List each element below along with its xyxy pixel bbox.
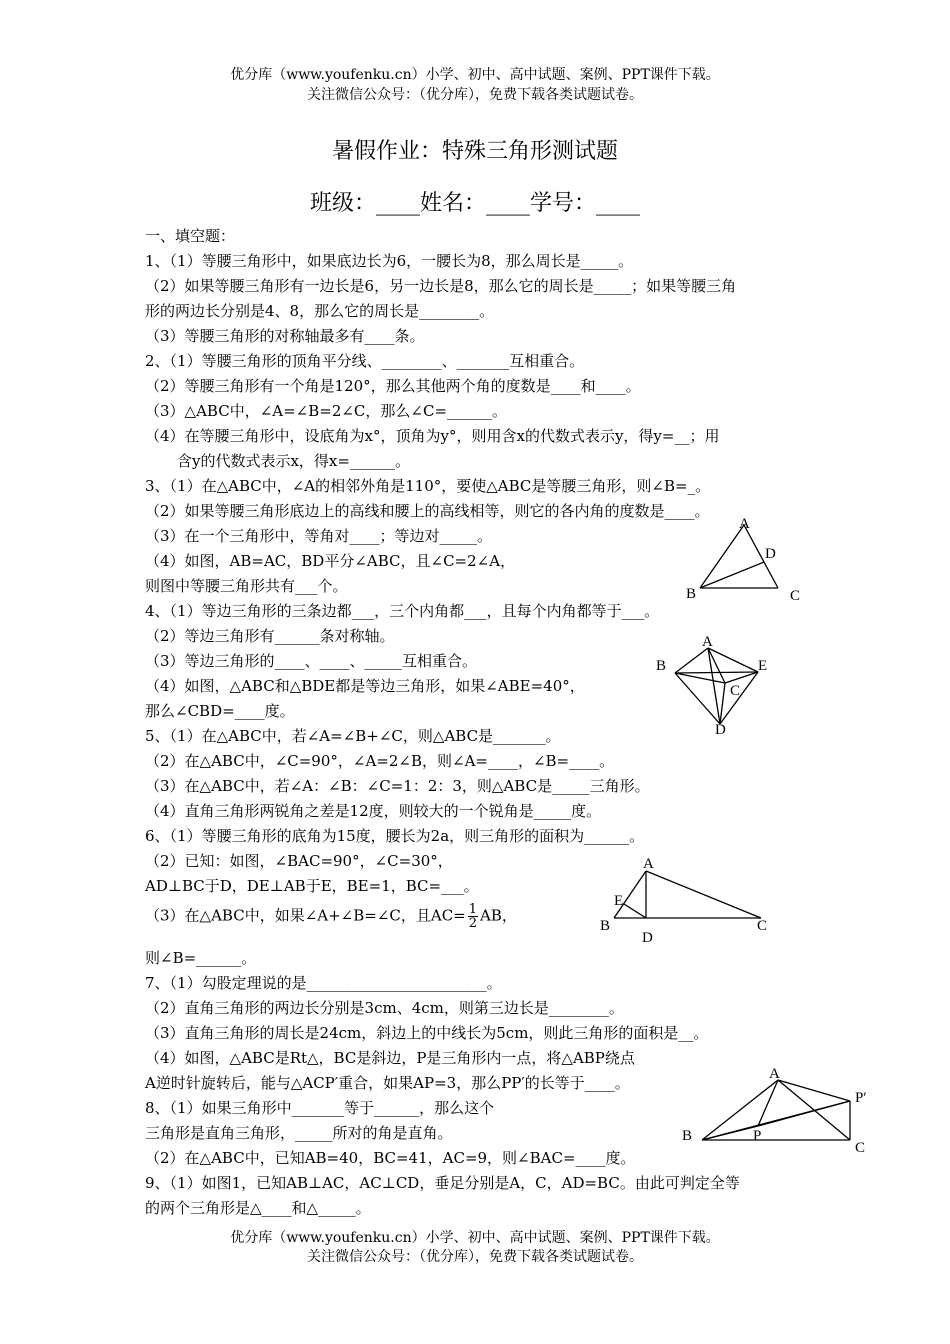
- question-line: 5、（1）在△ABC中，若∠A=∠B+∠C，则△ABC是_______。: [145, 727, 561, 745]
- fig2-label-b: B: [656, 658, 667, 674]
- fig3-label-b: B: [600, 918, 611, 934]
- fig4-label-c: C: [855, 1140, 866, 1156]
- question-line: （2）在△ABC中，已知AB=40，BC=41，AC=9，则∠BAC=____度。: [145, 1149, 636, 1167]
- question-line: 形的两边长分别是4、8，那么它的周长是________。: [145, 302, 495, 320]
- fraction-numerator: 1: [468, 902, 478, 917]
- question-text: （3）在△ABC中，如果∠A+∠B=∠C，且AC=: [145, 906, 466, 925]
- question-line: （2）等腰三角形有一个角是120°，那么其他两个角的度数是____和____。: [145, 377, 641, 395]
- question-line: AD⊥BC于D，DE⊥AB于E，BE=1，BC=___。: [145, 877, 479, 895]
- fig3-label-c: C: [757, 918, 768, 934]
- fig2-label-c: C: [730, 683, 741, 699]
- fig1-label-b: B: [686, 586, 697, 602]
- figure-rotation-triangle: [670, 1060, 890, 1160]
- fig4-label-p-prime: P′: [855, 1090, 867, 1106]
- page-header-line1: 优分库（www.youfenku.cn）小学、初中、高中试题、案例、PPT课件下载。: [230, 67, 720, 83]
- question-line: 含y的代数式表示x，得x=______。: [177, 452, 410, 470]
- fig1-label-a: A: [739, 516, 750, 532]
- question-line: （2）如果等腰三角形底边上的高线和腰上的高线相等，则它的各内角的度数是____。: [145, 502, 710, 520]
- fig1-label-c: C: [790, 588, 801, 604]
- question-line: （4）直角三角形两锐角之差是12度，则较大的一个锐角是_____度。: [145, 802, 602, 820]
- question-line: 3、（1）在△ABC中，∠A的相邻外角是110°，要使△ABC是等腰三角形，则∠B=_。: [145, 477, 711, 495]
- question-line: 2、（1）等腰三角形的顶角平分线、________、_______互相重合。: [145, 352, 585, 370]
- question-line: （2）已知：如图，∠BAC=90°，∠C=30°，: [145, 852, 453, 870]
- question-line: （4）在等腰三角形中，设底角为x°，顶角为y°，则用含x的代数式表示y，得y=__；用: [145, 427, 720, 445]
- page-footer-line2: 关注微信公众号：（优分库），免费下载各类试题试卷。: [307, 1249, 643, 1265]
- question-line: （3）在△ABC中，若∠A：∠B：∠C=1：2：3，则△ABC是_____三角形。: [145, 777, 650, 795]
- question-line: 那么∠CBD=____度。: [145, 702, 295, 720]
- question-line: 4、（1）等边三角形的三条边都___，三个内角都___，且每个内角都等于___。: [145, 602, 660, 620]
- question-line: （4）如图，AB=AC，BD平分∠ABC，且∠C=2∠A，: [145, 552, 516, 570]
- question-line: （3）等腰三角形的对称轴最多有____条。: [145, 327, 425, 345]
- question-text: AB，: [480, 906, 517, 925]
- question-line: （2）直角三角形的两边长分别是3cm、4cm，则第三边长是________。: [145, 999, 624, 1017]
- page-header-line2: 关注微信公众号：（优分库），免费下载各类试题试卷。: [307, 87, 643, 103]
- page-title: 暑假作业：特殊三角形测试题: [331, 139, 618, 164]
- student-info-line: 班级：____姓名：____学号：____: [309, 191, 640, 216]
- question-line: （2）等边三角形有______条对称轴。: [145, 627, 395, 645]
- fig4-label-b: B: [682, 1128, 693, 1144]
- question-line: 8、（1）如果三角形中_______等于______，那么这个: [145, 1099, 495, 1117]
- fraction-one-half: [468, 903, 478, 930]
- fig4-label-a: A: [769, 1066, 780, 1082]
- question-line: （2）在△ABC中，∠C=90°，∠A=2∠B，则∠A=____，∠B=____。: [145, 752, 615, 770]
- figure-triangle-bisector: [680, 512, 810, 607]
- figure-right-triangle-altitudes: [592, 852, 782, 948]
- page-footer-line1: 优分库（www.youfenku.cn）小学、初中、高中试题、案例、PPT课件下载。: [230, 1230, 720, 1246]
- question-line: 则∠B=______。: [145, 949, 257, 967]
- fig4-label-p: P: [753, 1128, 762, 1144]
- fig2-label-a: A: [702, 634, 713, 650]
- section-heading: 一、填空题：: [145, 227, 236, 245]
- fig3-label-d: D: [642, 930, 653, 946]
- question-line: （4）如图，△ABC是Rt△，BC是斜边，P是三角形内一点，将△ABP绕点: [145, 1049, 635, 1067]
- fraction-denominator: 2: [468, 916, 478, 931]
- question-line: （4）如图，△ABC和△BDE都是等边三角形，如果∠ABE=40°，: [145, 677, 585, 695]
- question-line: 的两个三角形是△____和△_____。: [145, 1199, 371, 1217]
- fig1-label-d: D: [765, 546, 776, 562]
- question-line: A逆时针旋转后，能与△ACP′重合，如果AP=3，那么PP′的长等于____。: [145, 1074, 630, 1092]
- question-line: （3）在一个三角形中，等角对____；等边对_____。: [145, 527, 493, 545]
- question-line: （3）等边三角形的____、____、_____互相重合。: [145, 652, 478, 670]
- question-line-with-fraction: [145, 903, 517, 930]
- fig2-label-d: D: [715, 722, 726, 738]
- figure-two-equilateral-triangles: [650, 628, 780, 740]
- question-line: 7、（1）勾股定理说的是________________________。: [145, 974, 502, 992]
- question-line: （3）△ABC中，∠A=∠B=2∠C，那么∠C=______。: [145, 402, 508, 420]
- question-line: 三角形是直角三角形，_____所对的角是直角。: [145, 1124, 453, 1142]
- fig3-label-a: A: [643, 856, 654, 872]
- question-line: 6、（1）等腰三角形的底角为15度，腰长为2a，则三角形的面积为______。: [145, 827, 645, 845]
- question-line: 1、（1）等腰三角形中，如果底边长为6，一腰长为8，那么周长是_____。: [145, 252, 634, 270]
- question-line: （2）如果等腰三角形有一边长是6，另一边长是8，那么它的周长是_____；如果等腰三角: [145, 277, 737, 295]
- question-line: 则图中等腰三角形共有___个。: [145, 577, 348, 595]
- fig3-label-e: E: [614, 893, 624, 909]
- fig2-label-e: E: [758, 658, 768, 674]
- question-line: （3）直角三角形的周长是24cm，斜边上的中线长为5cm，则此三角形的面积是__。: [145, 1024, 709, 1042]
- question-line: 9、（1）如图1，已知AB⊥AC，AC⊥CD，垂足分别是A，C，AD=BC。由此可判定全等: [145, 1174, 740, 1192]
